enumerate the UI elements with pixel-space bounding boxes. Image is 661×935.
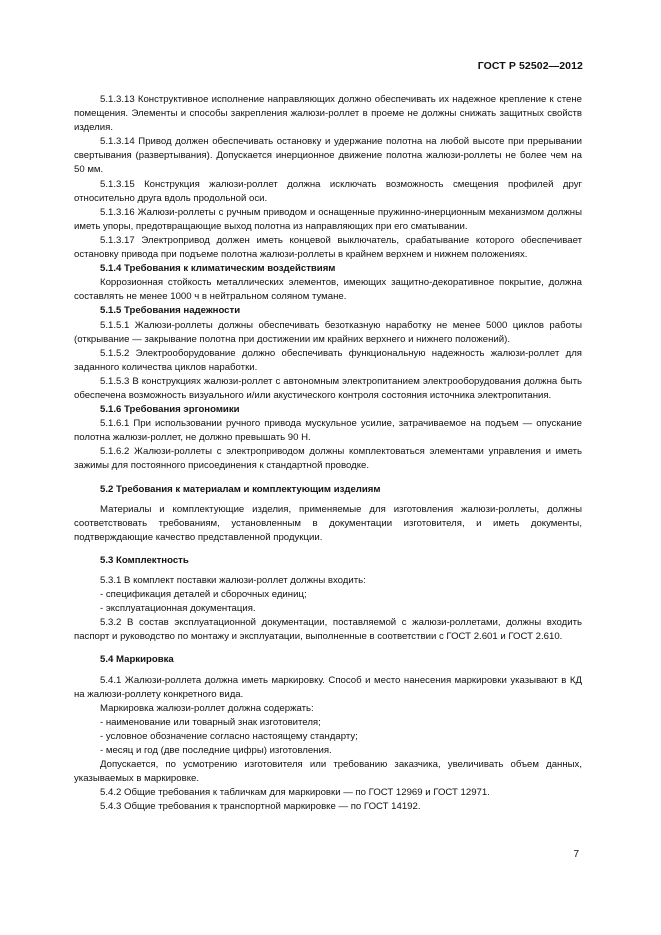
section-spacer — [74, 474, 582, 483]
document-code: ГОСТ Р 52502—2012 — [477, 60, 583, 72]
page-number: 7 — [573, 849, 579, 860]
paragraph: 5.4.3 Общие требования к транспортной маркировке — по ГОСТ 14192. — [100, 801, 421, 813]
section-heading: 5.1.6 Требования эргономики — [100, 404, 240, 416]
paragraph: - условное обозначение согласно настоящему стандарту; — [100, 730, 358, 742]
paragraph: 5.1.5.3 В конструкциях жалюзи-роллет с автономным электропитанием электрооборудования должна быть обеспечена возможность визуального и/или акустического контроля состояния источника электропитания. — [74, 375, 582, 401]
paragraph: 5.1.6.1 При использовании ручного привода мускульное усилие, затрачиваемое на подъем — опускание полотна жалюзи-роллет, не должно превышать 90 Н. — [74, 418, 582, 444]
paragraph: 5.1.5.2 Электрооборудование должно обеспечивать функциональную надежность жалюзи-роллет для заданного количества циклов наработки. — [74, 347, 582, 373]
paragraph: Допускается, по усмотрению изготовителя или требованию заказчика, увеличивать объем данных, указываемых в маркировке. — [74, 759, 582, 785]
paragraph: 5.1.3.13 Конструктивное исполнение направляющих должно обеспечивать их надежное крепление к стене помещения. Элементы и способы закрепления жалюзи-роллет в проеме не должны снижать защитных свойств изделия. — [74, 94, 582, 134]
paragraph: - наименование или товарный знак изготовителя; — [100, 716, 321, 728]
section-heading: 5.4 Маркировка — [100, 654, 174, 666]
section-spacer — [74, 644, 582, 653]
paragraph: 5.1.5.1 Жалюзи-роллеты должны обеспечивать безотказную наработку не менее 5000 циклов работы (открывание — закрывание полотна при достижении им крайних верхнего и нижнего положений). — [74, 319, 582, 345]
paragraph: 5.3.2 В состав эксплуатационной документации, поставляемой с жалюзи-роллетами, должны входить паспорт и руководство по монтажу и эксплуатации, выполненные в соответствии с ГОСТ 2.601 и ГОСТ 2.610. — [74, 617, 582, 643]
paragraph: 5.1.3.16 Жалюзи-роллеты с ручным приводом и оснащенные пружинно-инерционным механизмом должны иметь упоры, предотвращающие выход полотна из направляющих при его сматывании. — [74, 206, 582, 232]
paragraph: Материалы и комплектующие изделия, применяемые для изготовления жалюзи-роллеты, должны соответствовать требованиям, установленным в документации изготовителя, и иметь документы, подтверждающие качество представленной продукции. — [74, 503, 582, 543]
paragraph: 5.3.1 В комплект поставки жалюзи-роллет должны входить: — [100, 575, 366, 586]
paragraph: 5.4.2 Общие требования к табличкам для маркировки — по ГОСТ 12969 и ГОСТ 12971. — [100, 787, 490, 799]
paragraph: 5.1.6.2 Жалюзи-роллеты с электроприводом должны комплектоваться элементами управления и иметь зажимы для постоянного присоединения к стандартной проводке. — [74, 446, 582, 472]
paragraph: - эксплуатационная документация. — [100, 603, 256, 615]
paragraph: 5.1.3.15 Конструкция жалюзи-роллет должна исключать возможность смещения профилей друг относительно друга вдоль продольной оси. — [74, 178, 582, 204]
section-spacer — [74, 545, 582, 554]
paragraph: Коррозионная стойкость металлических элементов, имеющих защитно-декоративное покрытие, должна составлять не менее 1000 ч в нейтральном соляном тумане. — [74, 277, 582, 303]
paragraph: 5.4.1 Жалюзи-роллета должна иметь маркировку. Способ и место нанесения маркировки указывают в КД на жалюзи-роллету конкретного вида. — [74, 674, 582, 700]
paragraph: - спецификация деталей и сборочных единиц; — [100, 589, 307, 601]
section-heading: 5.1.5 Требования надежности — [100, 305, 241, 317]
section-heading: 5.1.4 Требования к климатическим воздействиям — [100, 263, 336, 275]
paragraph: - месяц и год (две последние цифры) изготовления. — [100, 745, 332, 757]
document-body — [74, 93, 582, 815]
paragraph: 5.1.3.17 Электропривод должен иметь концевой выключатель, срабатывание которого обеспечивает остановку привода при подъеме полотна жалюзи-роллеты в крайнем верхнем и нижнем положениях. — [74, 234, 582, 261]
paragraph: Маркировка жалюзи-роллет должна содержать: — [100, 702, 314, 714]
section-heading: 5.2 Требования к материалам и комплектующим изделиям — [100, 483, 381, 495]
paragraph: 5.1.3.14 Привод должен обеспечивать остановку и удержание полотна на любой высоте при прерывании свертывания (развертывания). Допускается инерционное движение полотна жалюзи-роллеты не более чем на 50 мм. — [74, 136, 582, 176]
section-heading: 5.3 Комплектность — [100, 554, 189, 566]
